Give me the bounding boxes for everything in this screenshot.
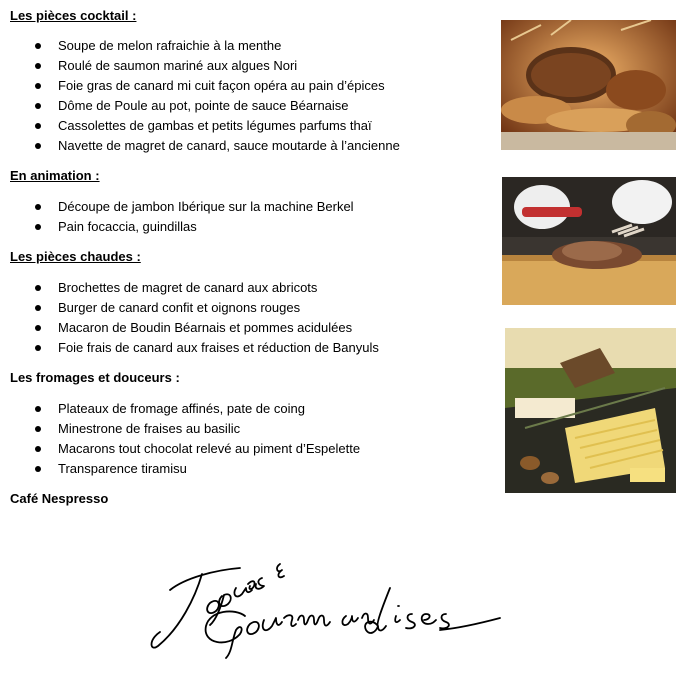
cocktail-list	[0, 36, 400, 156]
section-title-animation: En animation :	[10, 168, 100, 183]
fromages-list	[0, 399, 360, 479]
list-item: Cassolettes de gambas et petits légumes parfums thaï	[0, 116, 400, 136]
coffee-line: Café Nespresso	[10, 491, 109, 506]
list-item: Plateaux de fromage affinés, pate de coing	[0, 399, 360, 419]
list-item: Navette de magret de canard, sauce moutarde à l’ancienne	[0, 136, 400, 156]
list-item: Macaron de Boudin Béarnais et pommes acidulées	[0, 318, 379, 338]
ham-carving-photo	[502, 177, 676, 305]
list-item: Roulé de saumon mariné aux algues Nori	[0, 56, 400, 76]
animation-list	[0, 197, 354, 237]
list-item: Macarons tout chocolat relevé au piment d’Espelette	[0, 439, 360, 459]
chaudes-list	[0, 278, 379, 358]
list-item: Burger de canard confit et oignons rouges	[0, 298, 379, 318]
list-item: Foie frais de canard aux fraises et réduction de Banyuls	[0, 338, 379, 358]
toques-gourmandises-logo	[140, 548, 510, 668]
section-title-fromages: Les fromages et douceurs :	[10, 370, 180, 385]
list-item: Minestrone de fraises au basilic	[0, 419, 360, 439]
list-item: Foie gras de canard mi cuit façon opéra au pain d’épices	[0, 76, 400, 96]
list-item: Dôme de Poule au pot, pointe de sauce Béarnaise	[0, 96, 400, 116]
section-title-cocktail: Les pièces cocktail :	[10, 8, 137, 23]
bread-photo	[501, 20, 676, 150]
section-title-chaudes: Les pièces chaudes :	[10, 249, 141, 264]
list-item: Pain focaccia, guindillas	[0, 217, 354, 237]
cheese-platter-photo	[505, 328, 676, 493]
list-item: Brochettes de magret de canard aux abricots	[0, 278, 379, 298]
list-item: Transparence tiramisu	[0, 459, 360, 479]
list-item: Découpe de jambon Ibérique sur la machine Berkel	[0, 197, 354, 217]
list-item: Soupe de melon rafraichie à la menthe	[0, 36, 400, 56]
